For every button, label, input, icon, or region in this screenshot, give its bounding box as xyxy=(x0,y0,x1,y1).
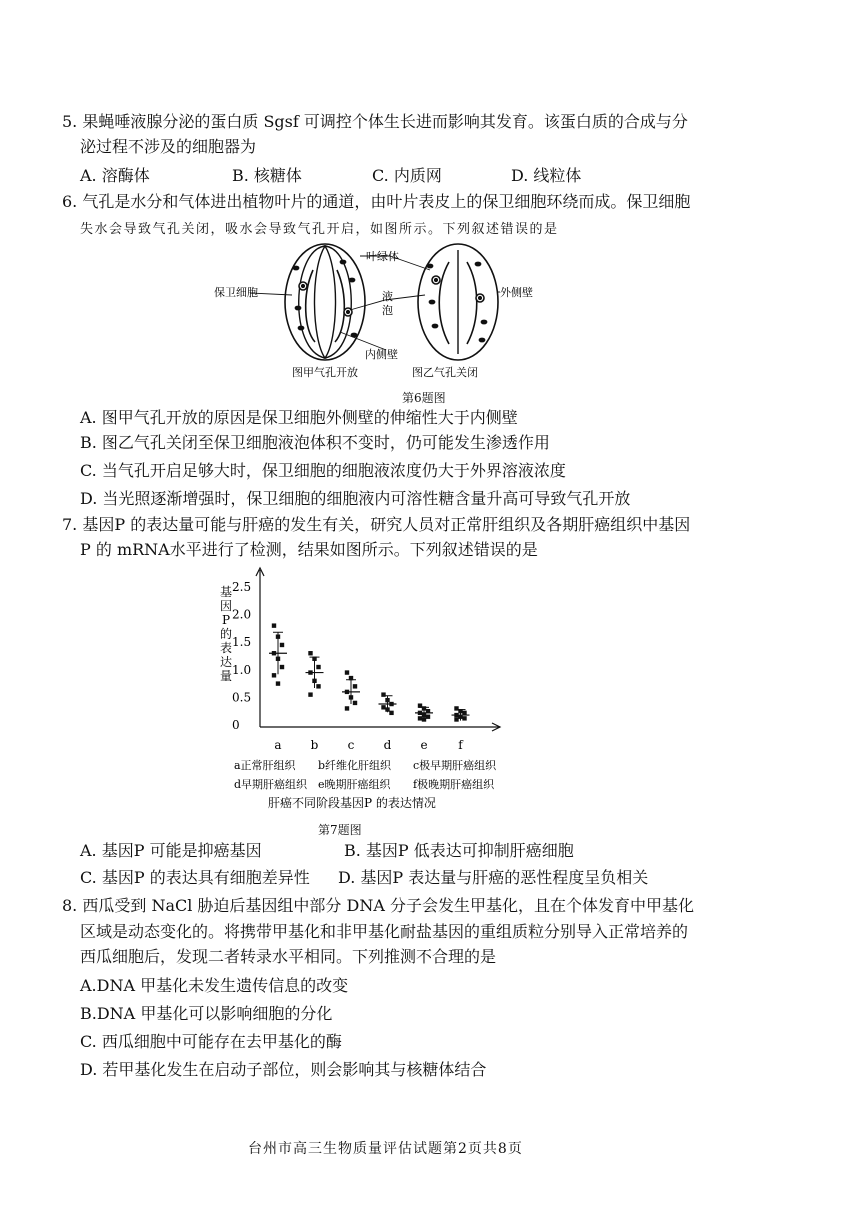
legend-item: a正常肝组织 xyxy=(234,759,296,772)
data-point xyxy=(389,702,393,706)
data-point xyxy=(308,692,312,696)
x-tick-label: b xyxy=(310,738,319,752)
data-point xyxy=(353,701,357,705)
x-tick-label: c xyxy=(347,738,355,752)
data-point xyxy=(276,681,280,685)
label-guard-cell: 保卫细胞 xyxy=(214,286,258,299)
legend-item: d早期肝癌组织 xyxy=(234,778,308,791)
guard-cells-closed xyxy=(418,244,498,360)
q7-option-b: B. 基因P 低表达可抑制肝癌细胞 xyxy=(344,841,574,860)
label-outer-wall: 外侧壁 xyxy=(500,286,533,299)
data-point xyxy=(316,665,320,669)
data-point xyxy=(458,709,462,713)
q5-stem-line1: 5. 果蝇唾液腺分泌的蛋白质 Sgsf 可调控个体生长进而影响其发育。该蛋白质的合成与分 xyxy=(62,112,688,131)
data-point xyxy=(312,679,316,683)
data-point xyxy=(353,684,357,688)
y-tick-label: 1.5 xyxy=(232,635,252,650)
data-point xyxy=(349,676,353,680)
q8-option-c: C. 西瓜细胞中可能存在去甲基化的酶 xyxy=(80,1032,342,1051)
data-point xyxy=(272,651,276,655)
data-point xyxy=(316,684,320,688)
data-point xyxy=(458,715,462,719)
q5-stem-line2: 泌过程不涉及的细胞器为 xyxy=(80,137,257,156)
data-point xyxy=(454,717,458,721)
data-point xyxy=(418,716,422,720)
data-point xyxy=(345,690,349,694)
q5-option-d: D. 线粒体 xyxy=(511,166,582,185)
data-point xyxy=(349,695,353,699)
data-point xyxy=(454,713,458,717)
x-tick-label: f xyxy=(458,738,463,752)
data-point xyxy=(345,670,349,674)
guard-cells-open xyxy=(285,244,365,360)
data-point xyxy=(280,643,284,647)
data-point xyxy=(381,692,385,696)
q5-option-a: A. 溶酶体 xyxy=(80,166,150,185)
data-point xyxy=(422,713,426,717)
gene-p-chart xyxy=(210,560,530,815)
y-tick-label: 0.5 xyxy=(232,690,252,705)
y-tick-label: 2.5 xyxy=(232,580,252,594)
q7-option-c: C. 基因P 的表达具有细胞差异性 xyxy=(80,868,310,887)
data-point xyxy=(422,706,426,710)
q7-figure-caption: 第7题图 xyxy=(318,823,362,837)
data-point xyxy=(276,657,280,661)
y-axis-label-char: 的 xyxy=(219,627,233,641)
data-point xyxy=(389,711,393,715)
data-point xyxy=(308,670,312,674)
q6-figure-caption: 第6题图 xyxy=(402,391,446,405)
q6-stem-line2: 失水会导致气孔关闭，吸水会导致气孔开启，如图所示。下列叙述错误的是 xyxy=(80,222,559,237)
legend-item: f极晚期肝癌组织 xyxy=(413,778,495,791)
y-tick-label: 1.0 xyxy=(232,662,252,677)
q6-option-d: D. 当光照逐渐增强时，保卫细胞的细胞液内可溶性糖含量升高可导致气孔开放 xyxy=(80,489,631,508)
q6-option-a: A. 图甲气孔开放的原因是保卫细胞外侧壁的伸缩性大于内侧壁 xyxy=(80,408,518,427)
data-point xyxy=(385,698,389,702)
data-point xyxy=(418,711,422,715)
data-point xyxy=(276,634,280,638)
label-chloroplast: 叶绿体 xyxy=(366,250,399,263)
x-tick-label: e xyxy=(420,738,428,752)
q6-stem-line1: 6. 气孔是水分和气体进出植物叶片的通道，由叶片表皮上的保卫细胞环绕而成。保卫细胞 xyxy=(62,192,691,211)
q6-option-c: C. 当气孔开启足够大时，保卫细胞的细胞液浓度仍大于外界溶液浓度 xyxy=(80,461,566,480)
q6-option-b: B. 图乙气孔关闭至保卫细胞液泡体积不变时，仍可能发生渗透作用 xyxy=(80,433,550,452)
q8-option-b: B.DNA 甲基化可以影响细胞的分化 xyxy=(80,1004,333,1023)
chart-title: 肝癌不同阶段基因P 的表达情况 xyxy=(268,796,436,810)
page-footer: 台州市高三生物质量评估试题第2页共8页 xyxy=(248,1141,523,1157)
x-tick-label: a xyxy=(274,738,282,752)
data-point xyxy=(426,715,430,719)
label-fig-open: 图甲气孔开放 xyxy=(292,366,358,379)
data-point xyxy=(422,717,426,721)
data-point xyxy=(426,709,430,713)
data-point xyxy=(462,716,466,720)
y-axis-label-char: 达 xyxy=(219,655,233,669)
q5-option-b: B. 核糖体 xyxy=(232,166,302,185)
data-point xyxy=(418,703,422,707)
data-point xyxy=(272,673,276,677)
stomata-figure xyxy=(200,240,540,385)
data-point xyxy=(385,707,389,711)
q7-option-d: D. 基因P 表达量与肝癌的恶性程度呈负相关 xyxy=(338,868,649,887)
q8-stem-line2: 区域是动态变化的。将携带甲基化和非甲基化耐盐基因的重组质粒分别导入正常培养的 xyxy=(80,922,689,941)
y-axis-label-char: 表 xyxy=(219,641,233,655)
y-axis-label-char: 因 xyxy=(219,599,233,613)
legend-item: c极早期肝癌组织 xyxy=(413,759,497,772)
legend-item: e晚期肝癌组织 xyxy=(318,778,391,791)
y-axis-label-char: P xyxy=(221,613,231,627)
q8-stem-line1: 8. 西瓜受到 NaCl 胁迫后基因组中部分 DNA 分子会发生甲基化，且在个体发育中甲基化 xyxy=(62,896,694,915)
data-point xyxy=(462,711,466,715)
data-point xyxy=(312,657,316,661)
q7-stem-line1: 7. 基因P 的表达量可能与肝癌的发生有关，研究人员对正常肝组织及各期肝癌组织中基因 xyxy=(62,515,691,534)
y-tick-label: 2.0 xyxy=(232,607,252,622)
y-tick-label: 0 xyxy=(232,718,240,732)
q5-option-c: C. 内质网 xyxy=(372,166,442,185)
q8-option-a: A.DNA 甲基化未发生遗传信息的改变 xyxy=(80,976,349,995)
data-point xyxy=(280,665,284,669)
label-vacuole-1: 液 xyxy=(382,290,393,303)
data-point xyxy=(272,623,276,627)
q8-stem-line3: 西瓜细胞后，发现二者转录水平相同。下列推测不合理的是 xyxy=(80,947,497,966)
legend-item: b纤维化肝组织 xyxy=(318,759,392,772)
q8-option-d: D. 若甲基化发生在启动子部位，则会影响其与核糖体结合 xyxy=(80,1060,487,1079)
data-point xyxy=(454,706,458,710)
data-point xyxy=(381,705,385,709)
label-vacuole-2: 泡 xyxy=(382,304,393,317)
data-point xyxy=(345,706,349,710)
q7-stem-line2: P 的 mRNA水平进行了检测，结果如图所示。下列叙述错误的是 xyxy=(80,540,538,559)
label-inner-wall: 内侧壁 xyxy=(365,348,398,361)
y-axis-label-char: 基 xyxy=(219,585,233,599)
label-fig-closed: 图乙气孔关闭 xyxy=(412,366,478,379)
q7-option-a: A. 基因P 可能是抑癌基因 xyxy=(80,841,262,860)
y-axis-label-char: 量 xyxy=(219,669,233,683)
data-point xyxy=(308,651,312,655)
x-tick-label: d xyxy=(383,738,392,752)
